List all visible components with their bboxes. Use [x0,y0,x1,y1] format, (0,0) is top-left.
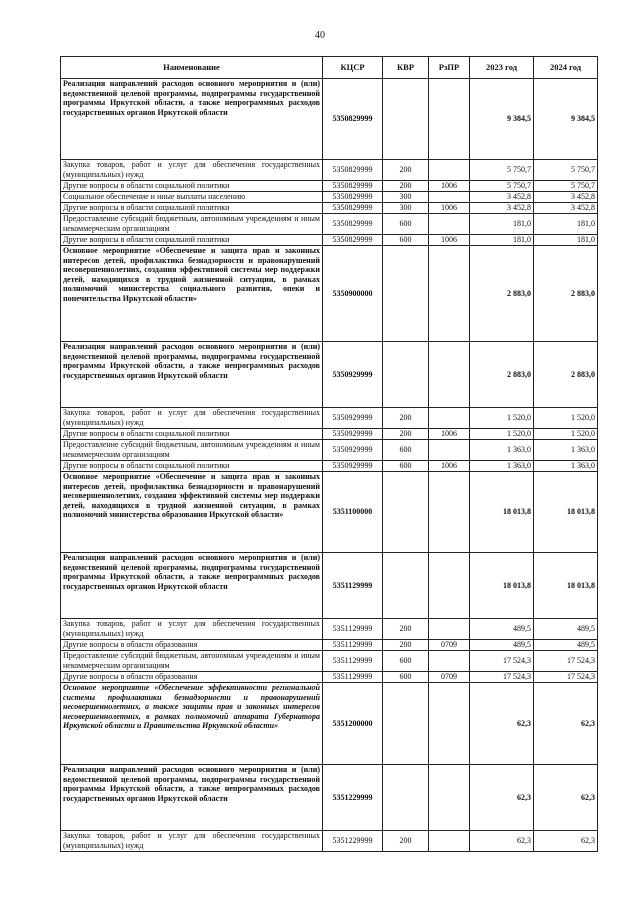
table-row [61,472,598,553]
row-2023: 18 013,8 [470,472,534,553]
row-name: Реализация направлений расходов основного мероприятия и (или) ведомственной целевой программы, подпрограммы государственной программы Иркутской области, а также непрограммных расходов государственных органов Иркутской области [61,342,323,408]
table-row [61,214,598,235]
row-kvr: 200 [383,408,429,429]
row-kvr: 200 [383,619,429,640]
table-row [61,246,598,342]
table-row [61,203,598,214]
header-2023: 2023 год [470,57,534,79]
row-kcsr: 5351229999 [323,765,383,831]
row-name: Основное мероприятие «Обеспечение эффективности региональной системы профилактики безнадзорности и правонарушений несовершеннолетних, а также защиты прав и законных интересов несовершеннолетних, в рамках полномочий аппарата Губернатора Иркутской области и Правительства Иркутской области» [61,683,323,765]
row-2023: 5 750,7 [470,160,534,181]
header-2024: 2024 год [534,57,598,79]
row-name: Другие вопросы в области социальной политики [61,461,323,472]
row-name: Другие вопросы в области социальной политики [61,235,323,246]
table-header-row [61,57,598,79]
table-row [61,619,598,640]
row-kvr [383,342,429,408]
row-name: Основное мероприятие «Обеспечение и защита прав и законных интересов детей, профилактика безнадзорности и правонарушений несовершеннолетних, создания эффективной системы мер поддержки детей, находящихся в трудной жизненной ситуации, в рамках полномочий министерства образования Иркутской области» [61,472,323,553]
row-name: Другие вопросы в области образования [61,640,323,651]
row-2023: 62,3 [470,683,534,765]
row-kvr: 600 [383,651,429,672]
row-rzpr [429,160,470,181]
row-rzpr [429,192,470,203]
row-2024: 2 883,0 [534,246,598,342]
row-name: Закупка товаров, работ и услуг для обеспечения государственных (муниципальных) нужд [61,831,323,852]
row-rzpr: 1006 [429,235,470,246]
row-rzpr: 0709 [429,640,470,651]
row-kcsr: 5350829999 [323,160,383,181]
row-2023: 62,3 [470,831,534,852]
row-2024: 181,0 [534,235,598,246]
table-row [61,672,598,683]
row-2024: 1 520,0 [534,429,598,440]
row-name: Предоставление субсидий бюджетным, автономным учреждениям и иным некоммерческим организациям [61,440,323,461]
row-kvr: 600 [383,235,429,246]
row-rzpr [429,651,470,672]
row-kcsr: 5351129999 [323,672,383,683]
row-rzpr [429,342,470,408]
row-kvr: 200 [383,429,429,440]
row-rzpr [429,79,470,160]
row-kvr: 600 [383,214,429,235]
row-kvr [383,553,429,619]
header-rzpr: РзПР [429,57,470,79]
row-2023: 489,5 [470,640,534,651]
row-rzpr: 1006 [429,203,470,214]
row-name: Реализация направлений расходов основного мероприятия и (или) ведомственной целевой программы, подпрограммы государственной программы Иркутской области, а также непрограммных расходов государственных органов Иркутской области [61,79,323,160]
row-2024: 17 524,3 [534,672,598,683]
row-kvr: 600 [383,461,429,472]
header-kvr: КВР [383,57,429,79]
row-2023: 1 520,0 [470,429,534,440]
row-2023: 17 524,3 [470,651,534,672]
row-name: Социальное обеспечение и иные выплаты населению [61,192,323,203]
row-kcsr: 5350829999 [323,79,383,160]
table-row [61,651,598,672]
table-row [61,429,598,440]
row-2023: 18 013,8 [470,553,534,619]
table-row [61,683,598,765]
row-rzpr [429,553,470,619]
row-rzpr [429,619,470,640]
table-row [61,440,598,461]
table-row [61,461,598,472]
row-kcsr: 5350829999 [323,214,383,235]
row-2024: 5 750,7 [534,181,598,192]
row-rzpr [429,440,470,461]
table-row [61,160,598,181]
row-2024: 62,3 [534,831,598,852]
row-2023: 1 363,0 [470,461,534,472]
row-kvr: 200 [383,831,429,852]
row-2023: 3 452,8 [470,192,534,203]
row-kcsr: 5350929999 [323,342,383,408]
row-2023: 181,0 [470,214,534,235]
table-row [61,640,598,651]
row-2023: 62,3 [470,765,534,831]
row-name: Закупка товаров, работ и услуг для обеспечения государственных (муниципальных) нужд [61,160,323,181]
row-kcsr: 5350829999 [323,192,383,203]
row-kcsr: 5350929999 [323,440,383,461]
row-name: Другие вопросы в области социальной политики [61,181,323,192]
table-row [61,831,598,852]
row-kcsr: 5350929999 [323,461,383,472]
row-2024: 489,5 [534,619,598,640]
row-2024: 5 750,7 [534,160,598,181]
row-kcsr: 5350829999 [323,203,383,214]
row-kcsr: 5351129999 [323,640,383,651]
table-row [61,408,598,429]
row-2024: 18 013,8 [534,472,598,553]
table-row [61,79,598,160]
table-row [61,235,598,246]
row-kvr [383,246,429,342]
row-2023: 489,5 [470,619,534,640]
budget-table [60,56,598,852]
row-name: Основное мероприятие «Обеспечение и защита прав и законных интересов детей, профилактика безнадзорности и правонарушений несовершеннолетних, создания эффективной системы мер поддержки детей, находящихся в трудной жизненной ситуации, в рамках полномочий министерства социального развития, опеки и попечительства Иркутской области» [61,246,323,342]
row-2024: 3 452,8 [534,203,598,214]
row-name: Другие вопросы в области социальной политики [61,429,323,440]
row-2023: 5 750,7 [470,181,534,192]
table-row [61,181,598,192]
table-row [61,192,598,203]
row-kcsr: 5351129999 [323,651,383,672]
row-rzpr [429,246,470,342]
row-kvr [383,683,429,765]
row-2023: 3 452,8 [470,203,534,214]
row-name: Предоставление субсидий бюджетным, автономным учреждениям и иным некоммерческим организациям [61,651,323,672]
row-2023: 2 883,0 [470,246,534,342]
row-kcsr: 5351129999 [323,553,383,619]
row-rzpr [429,472,470,553]
row-kcsr: 5350929999 [323,408,383,429]
row-2024: 1 363,0 [534,461,598,472]
row-kvr: 200 [383,181,429,192]
row-name: Другие вопросы в области образования [61,672,323,683]
row-kvr: 300 [383,192,429,203]
row-2023: 2 883,0 [470,342,534,408]
row-name: Другие вопросы в области социальной политики [61,203,323,214]
row-2024: 17 524,3 [534,651,598,672]
table-row [61,553,598,619]
row-2023: 1 363,0 [470,440,534,461]
row-2024: 62,3 [534,683,598,765]
header-kcsr: КЦСР [323,57,383,79]
row-rzpr: 1006 [429,461,470,472]
header-name: Наименование [61,57,323,79]
row-name: Реализация направлений расходов основного мероприятия и (или) ведомственной целевой программы, подпрограммы государственной программы Иркутской области, а также непрограммных расходов государственных органов Иркутской области [61,553,323,619]
row-kvr: 600 [383,440,429,461]
row-kvr: 600 [383,672,429,683]
row-2024: 181,0 [534,214,598,235]
row-rzpr [429,831,470,852]
row-rzpr: 1006 [429,181,470,192]
row-2024: 62,3 [534,765,598,831]
row-rzpr [429,765,470,831]
row-kcsr: 5351129999 [323,619,383,640]
row-name: Закупка товаров, работ и услуг для обеспечения государственных (муниципальных) нужд [61,619,323,640]
row-kvr [383,79,429,160]
row-kcsr: 5351100000 [323,472,383,553]
row-2023: 181,0 [470,235,534,246]
row-2023: 17 524,3 [470,672,534,683]
row-kvr: 200 [383,640,429,651]
row-kcsr: 5350829999 [323,235,383,246]
row-kvr: 300 [383,203,429,214]
row-name: Реализация направлений расходов основного мероприятия и (или) ведомственной целевой программы, подпрограммы государственной программы Иркутской области, а также непрограммных расходов государственных органов Иркутской области [61,765,323,831]
row-2024: 1 520,0 [534,408,598,429]
row-kvr [383,472,429,553]
row-name: Закупка товаров, работ и услуг для обеспечения государственных (муниципальных) нужд [61,408,323,429]
row-rzpr: 0709 [429,672,470,683]
row-kcsr: 5351200000 [323,683,383,765]
row-rzpr [429,214,470,235]
row-kcsr: 5350929999 [323,429,383,440]
row-2024: 2 883,0 [534,342,598,408]
row-2024: 18 013,8 [534,553,598,619]
table-row [61,342,598,408]
row-name: Предоставление субсидий бюджетным, автономным учреждениям и иным некоммерческим организациям [61,214,323,235]
row-rzpr: 1006 [429,429,470,440]
row-2024: 9 384,5 [534,79,598,160]
row-2024: 489,5 [534,640,598,651]
row-kcsr: 5350900000 [323,246,383,342]
row-2024: 3 452,8 [534,192,598,203]
page-number: 40 [315,30,325,41]
row-kcsr: 5350829999 [323,181,383,192]
row-kvr: 200 [383,160,429,181]
row-kvr [383,765,429,831]
row-rzpr [429,408,470,429]
row-2023: 9 384,5 [470,79,534,160]
row-kcsr: 5351229999 [323,831,383,852]
table-row [61,765,598,831]
row-2024: 1 363,0 [534,440,598,461]
row-rzpr [429,683,470,765]
row-2023: 1 520,0 [470,408,534,429]
